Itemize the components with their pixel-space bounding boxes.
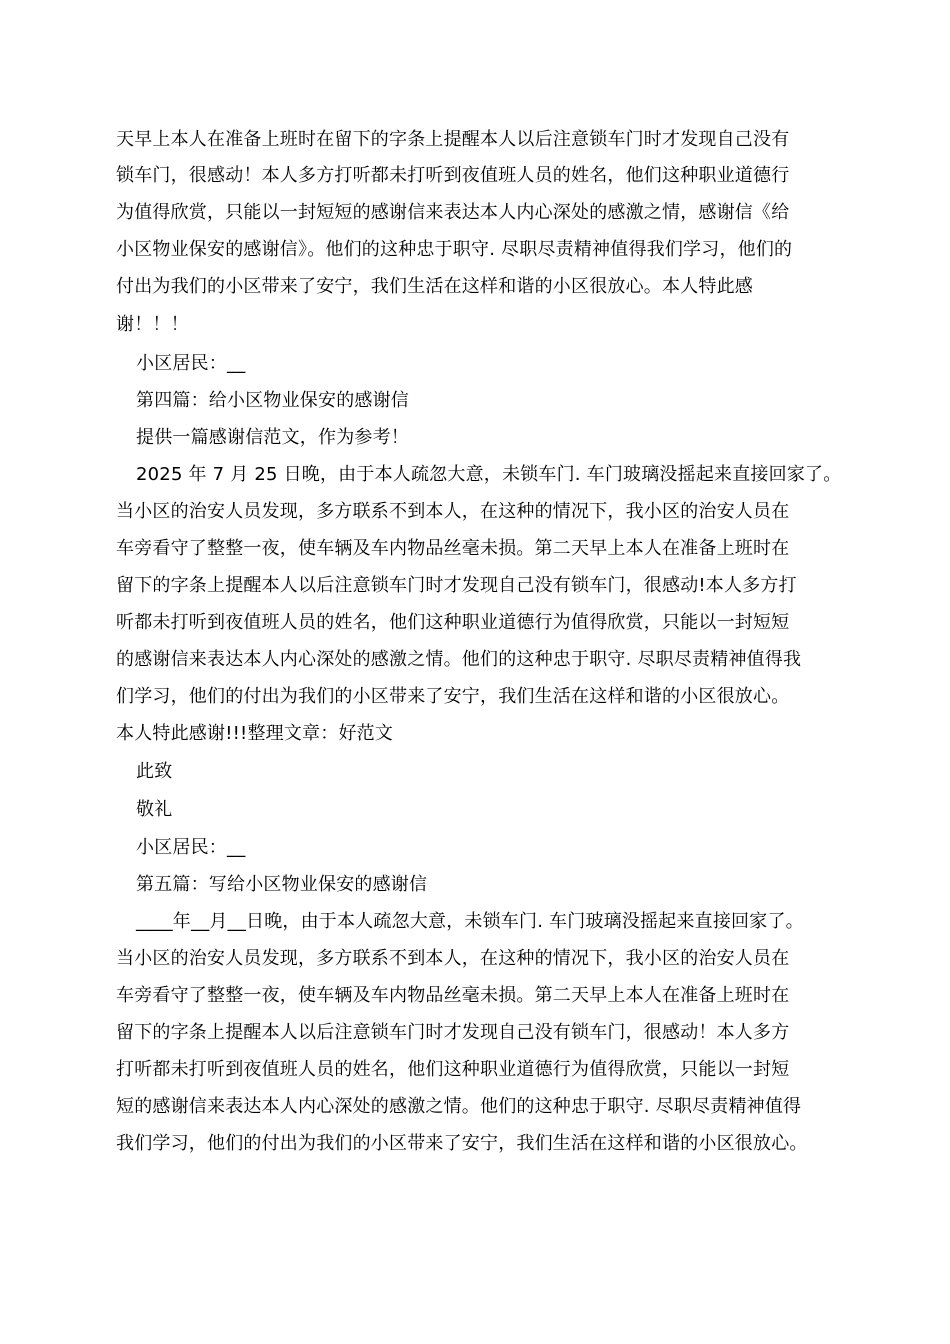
paragraph-line: 留下的字条上提醒本人以后注意锁车门时才发现自己没有锁车门，很感动!本人多方打 <box>116 575 797 596</box>
closing-line: 此致 <box>136 761 173 782</box>
intro-line: 提供一篇感谢信范文，作为参考！ <box>136 427 409 448</box>
section-heading: 第四篇：给小区物业保安的感谢信 <box>136 390 409 411</box>
paragraph-line: 车旁看守了整整一夜，使车辆及车内物品丝毫未损。第二天早上本人在准备上班时在 <box>116 985 790 1006</box>
closing-line: 敬礼 <box>136 799 173 820</box>
paragraph-line: 2025 年 7 月 25 日晚，由于本人疏忽大意，未锁车门. 车门玻璃没摇起来直接回家了。 <box>136 464 842 485</box>
paragraph-line: 听都未打听到夜值班人员的姓名，他们这种职业道德行为值得欣赏，只能以一封短短 <box>116 612 790 633</box>
paragraph-line: 锁车门，很感动！本人多方打听都未打听到夜值班人员的姓名，他们这种职业道德行 <box>116 165 790 186</box>
paragraph-line: 谢！！！ <box>116 314 189 335</box>
paragraph-line: 付出为我们的小区带来了安宁，我们生活在这样和谐的小区很放心。本人特此感 <box>116 276 753 297</box>
paragraph-line: 车旁看守了整整一夜，使车辆及车内物品丝毫未损。第二天早上本人在准备上班时在 <box>116 538 790 559</box>
paragraph-line: ____年__月__日晚，由于本人疏忽大意，未锁车门. 车门玻璃没摇起来直接回家了。 <box>136 911 804 932</box>
signature-line: 小区居民：__ <box>136 353 246 374</box>
paragraph-line: 们学习，他们的付出为我们的小区带来了安宁，我们生活在这样和谐的小区很放心。 <box>116 686 790 707</box>
paragraph-line: 我们学习，他们的付出为我们的小区带来了安宁，我们生活在这样和谐的小区很放心。 <box>116 1133 808 1154</box>
section-heading: 第五篇：写给小区物业保安的感谢信 <box>136 874 428 895</box>
paragraph-line: 的感谢信来表达本人内心深处的感激之情。他们的这种忠于职守. 尽职尽责精神值得我 <box>116 649 802 670</box>
paragraph-line: 短的感谢信来表达本人内心深处的感激之情。他们的这种忠于职守. 尽职尽责精神值得 <box>116 1096 802 1117</box>
paragraph-line: 为值得欣赏，只能以一封短短的感谢信来表达本人内心深处的感激之情，感谢信《给 <box>116 202 790 223</box>
paragraph-line: 天早上本人在准备上班时在留下的字条上提醒本人以后注意锁车门时才发现自己没有 <box>116 129 790 150</box>
paragraph-line: 当小区的治安人员发现，多方联系不到本人，在这种的情况下，我小区的治安人员在 <box>116 948 790 969</box>
signature-line: 小区居民：__ <box>136 837 246 858</box>
paragraph-line: 本人特此感谢!!!整理文章：好范文 <box>116 723 394 744</box>
paragraph-line: 打听都未打听到夜值班人员的姓名，他们这种职业道德行为值得欣赏，只能以一封短 <box>116 1059 790 1080</box>
paragraph-line: 当小区的治安人员发现，多方联系不到本人，在这种的情况下，我小区的治安人员在 <box>116 501 790 522</box>
paragraph-line: 留下的字条上提醒本人以后注意锁车门时才发现自己没有锁车门，很感动！本人多方 <box>116 1022 790 1043</box>
paragraph-line: 小区物业保安的感谢信》。他们的这种忠于职守. 尽职尽责精神值得我们学习，他们的 <box>116 239 793 260</box>
